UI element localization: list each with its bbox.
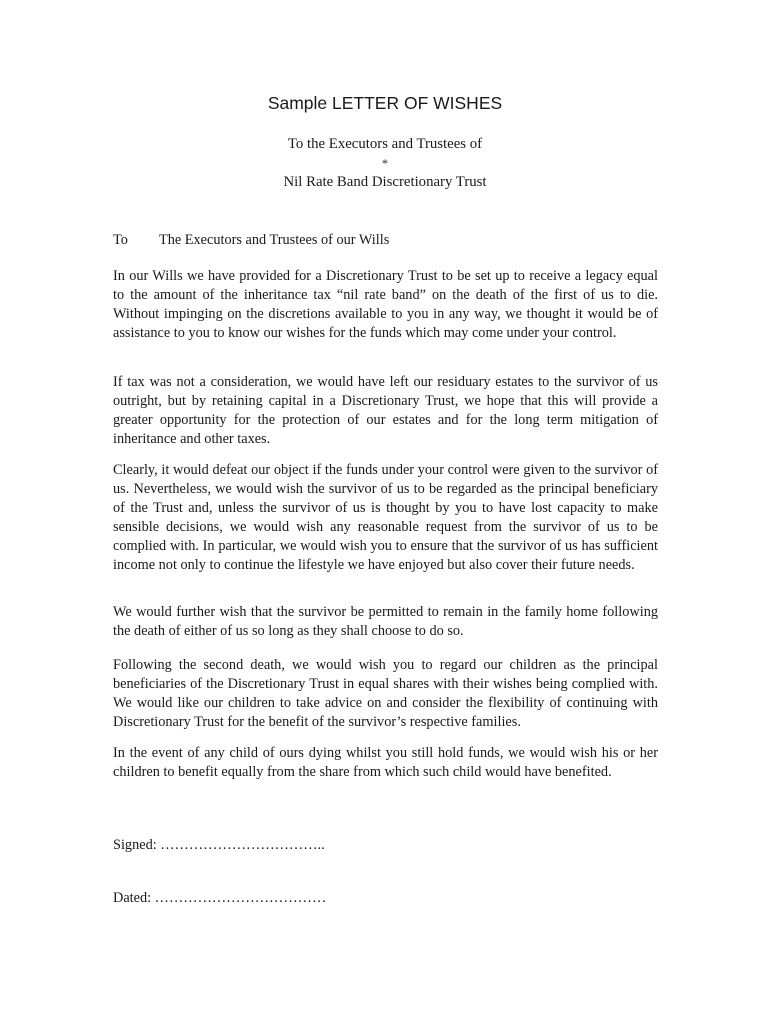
- heading-block: [0, 135, 770, 192]
- addressee-label: To: [113, 232, 128, 248]
- addressee-text: The Executors and Trustees of our Wills: [159, 232, 390, 248]
- paragraph-3: Clearly, it would defeat our object if the funds under your control were given to the survivor of us. Nevertheless, we would wish the survivor of us to be regarded as the principal beneficiary of the Trust and, unless the survivor of us is thought by you to have lost capacity to make sensible decisions, we would wish any reasonable request from the survivor of us to be complied with. In particular, we would wish you to ensure that the survivor of us has sufficient income not only to continue the lifestyle we have enjoyed but also cover their future needs.: [113, 462, 658, 573]
- paragraph-5: Following the second death, we would wish you to regard our children as the principal beneficiaries of the Discretionary Trust in equal shares with their wishes being complied with. We would like our children to take advice on and consider the flexibility of continuing with Discretionary Trust for the benefit of the survivor’s respective families.: [113, 657, 658, 730]
- heading-line-2: Nil Rate Band Discretionary Trust: [283, 174, 487, 190]
- heading-line-1: To the Executors and Trustees of: [287, 136, 483, 152]
- paragraph-1: In our Wills we have provided for a Discretionary Trust to be set up to receive a legacy equal to the amount of the inheritance tax “nil rate band” on the death of the first of us to die. Without impinging on the discretions available to you in any way, we thought it would be of assistance to you to know our wishes for the funds which may come under your control.: [113, 268, 658, 341]
- signed-line: Signed: ……………………………..: [113, 837, 325, 853]
- dated-line: Dated: ………………………………: [113, 890, 327, 906]
- paragraph-4: We would further wish that the survivor be permitted to remain in the family home following the death of either of us so long as they shall choose to do so.: [113, 604, 658, 639]
- paragraph-2: If tax was not a consideration, we would have left our residuary estates to the survivor of us outright, but by retaining capital in a Discretionary Trust, we hope that this will provide a greater opportunity for the protection of our estates and for the long term mitigation of inheritance and other taxes.: [113, 374, 658, 447]
- document-title: Sample LETTER OF WISHES: [267, 93, 503, 113]
- paragraph-6: In the event of any child of ours dying whilst you still hold funds, we would wish his or her children to benefit equally from the share from which such child would have benefited.: [113, 745, 658, 780]
- heading-separator: *: [382, 156, 388, 170]
- addressee-line: [113, 231, 658, 250]
